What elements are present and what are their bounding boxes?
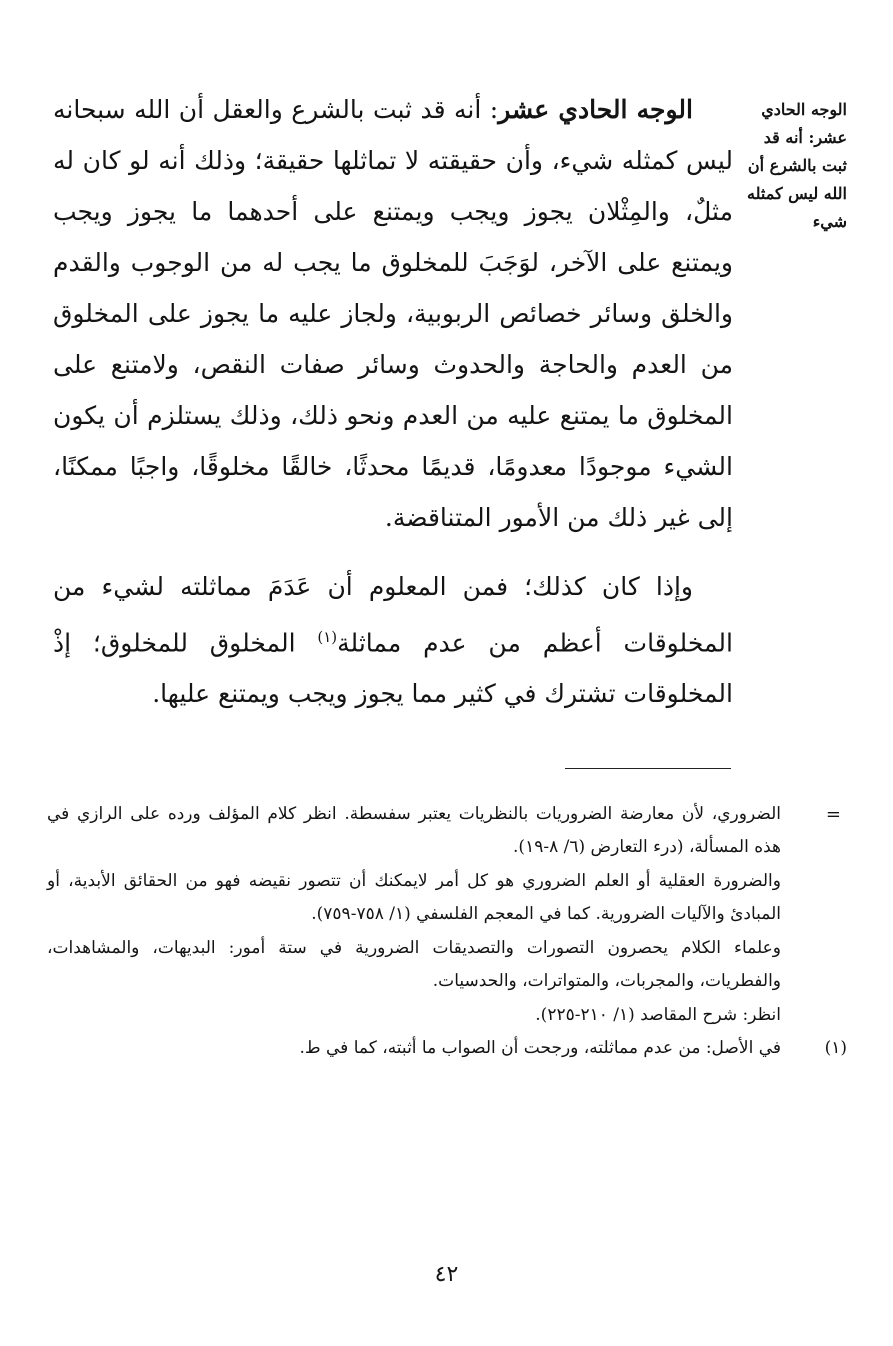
footnote-paragraph: وعلماء الكلام يحصرون التصورات والتصديقات الضرورية في ستة أمور: البديهات، والمشاهدات، والفطريات، والمجربات، والمتواترات، والحدسيات. [47,938,781,991]
footnote-separator [565,768,731,769]
continuation-marker: = [825,804,841,825]
paragraph-2 [53,561,733,719]
footnote-paragraph: الضروري، لأن معارضة الضروريات بالنظريات يعتبر سفسطة. انظر كلام المؤلف ورده على الرازي في هذه المسألة، (درء التعارض (٦/ ٨-١٩). [47,804,781,857]
margin-note: الوجه الحادي عشر: أنه قد ثبت بالشرع أن الله ليس كمثله شيء [746,100,847,231]
footnote-number: (١) [824,1038,847,1058]
footnote-paragraph: انظر: شرح المقاصد (١/ ٢١٠-٢٢٥). [535,1005,781,1025]
footnote-text: في الأصل: من عدم مماثلته، ورجحت أن الصواب ما أثبته، كما في ط. [299,1038,781,1058]
paragraph-2-text-b: المخلوق للمخلوق؛ إذْ المخلوقات تشترك في كثير مما يجوز ويجب ويمتنع عليها. [53,628,733,709]
paragraph-1 [53,84,733,543]
footnote-1 [47,1032,847,1065]
section-heading: الوجه الحادي عشر [498,95,693,124]
paragraph-1-text: : أنه قد ثبت بالشرع والعقل أن الله سبحانه ليس كمثله شيء، وأن حقيقته لا تماثلها حقيقة؛ وذلك أنه لو كان له مثلٌ، والمِثْلان يجوز ويجب ويمتنع على أحدهما ما يجوز ويجب ويمتنع على الآخر، لوَجَبَ للمخلوق ما يجب له من الوجوب والقدم والخلق وسائر خصائص الربوبية، ولجاز عليه ما يجوز على المخلوق من العدم والحاجة والحدوث وسائر صفات النقص، ولامتنع على المخلوق ما يمتنع عليه من العدم ونحو ذلك، وذلك يستلزم أن يكون الشيء موجودًا معدومًا، قديمًا محدثًا، خالقًا مخلوقًا، واجبًا ممكنًا، إلى غير ذلك من الأمور المتناقضة. [53,95,733,532]
main-text [53,84,733,719]
footnote-paragraph: والضرورة العقلية أو العلم الضروري هو كل أمر لايمكنك أن تتصور نقيضه فهو من الحقائق الأبدية، أو المبادئ والآليات الضرورية. كما في المعجم الفلسفي (١/ ٧٥٨-٧٥٩). [47,871,781,924]
footnotes [47,798,847,1065]
paragraph-2-text-a: وإذا كان كذلك؛ فمن المعلوم أن عَدَمَ مماثلته لشيء من المخلوقات أعظم من عدم مماثلة [53,572,733,658]
footnote-reference[interactable]: (١) [317,628,338,646]
page-number: ٤٢ [434,1262,459,1287]
footnote-continuation [47,798,847,1032]
